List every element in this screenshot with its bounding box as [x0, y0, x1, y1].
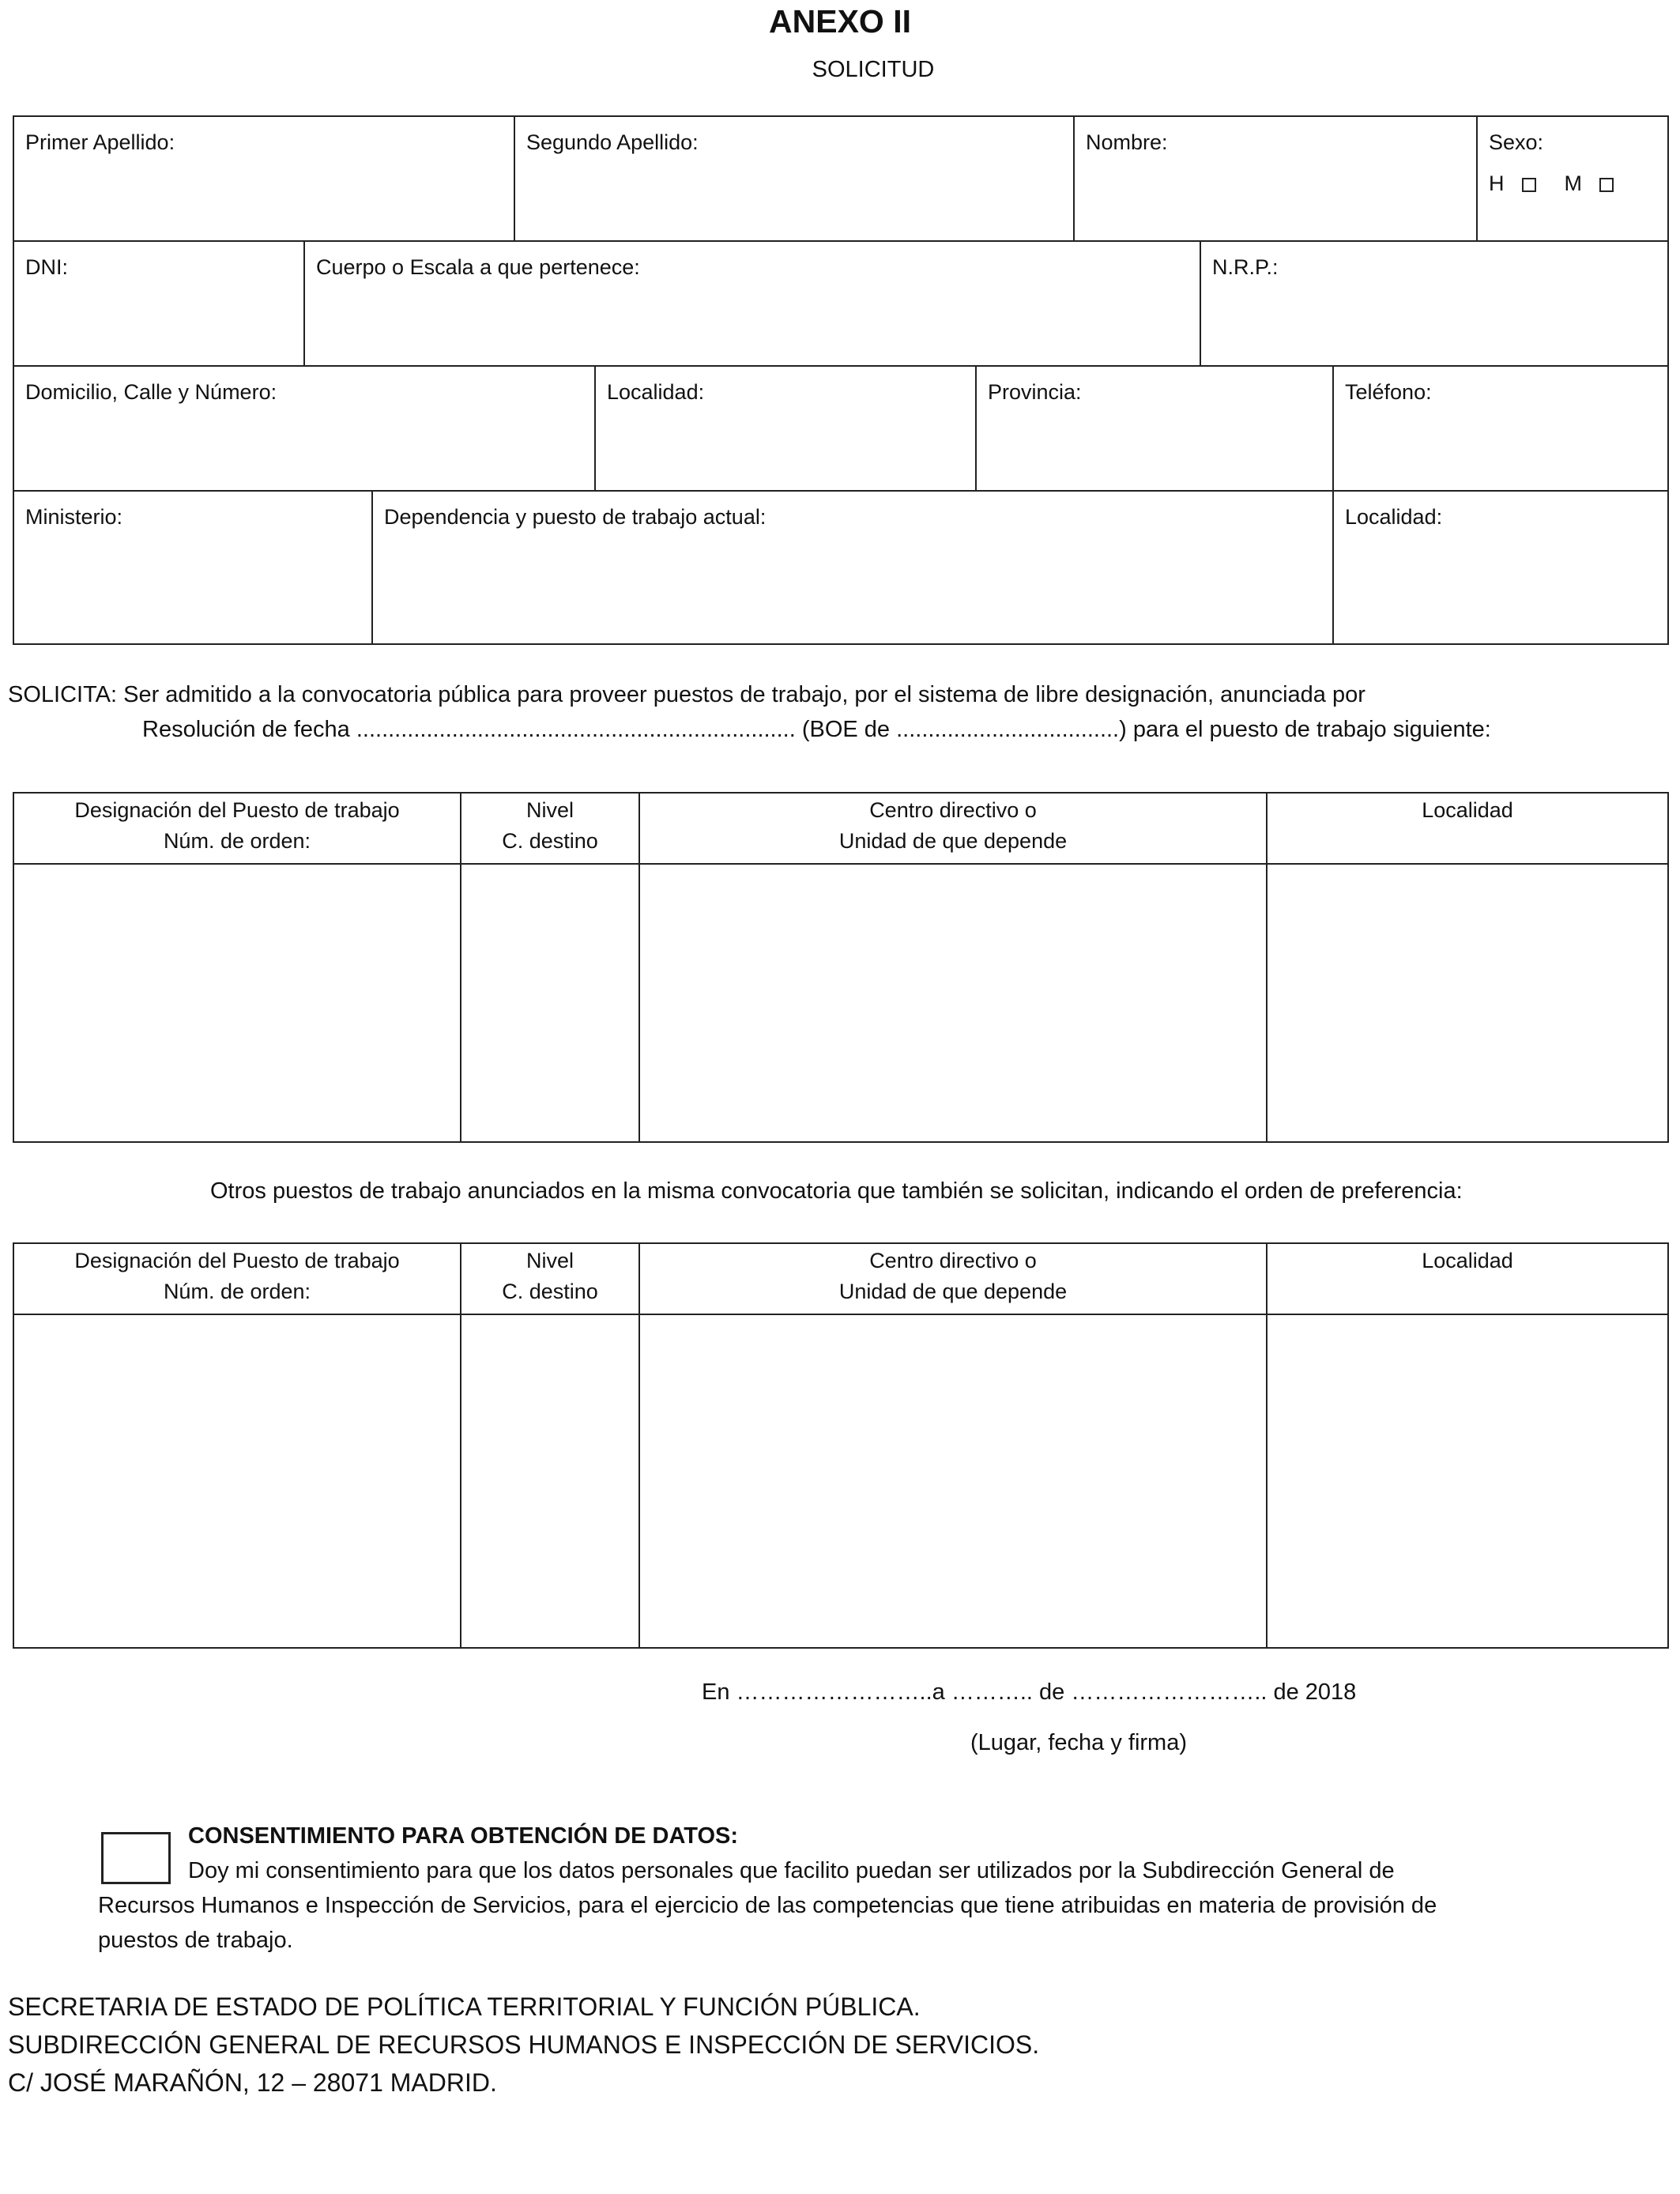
- label-primer-apellido: Primer Apellido:: [25, 130, 175, 154]
- field-segundo-apellido[interactable]: [515, 117, 1075, 240]
- col-designacion: [14, 1244, 461, 1314]
- cell-localidad[interactable]: [1268, 1315, 1667, 1647]
- label-nrp: N.R.P.:: [1212, 255, 1279, 279]
- field-cuerpo-escala[interactable]: [305, 242, 1201, 365]
- col-nivel: [461, 1244, 640, 1314]
- grid-row-domicilio: [14, 367, 1667, 492]
- col-nivel-line1: Nivel: [525, 1249, 574, 1272]
- cell-designacion[interactable]: [14, 865, 461, 1141]
- label-sexo-m: M: [1564, 172, 1582, 195]
- field-localidad-actual[interactable]: [1334, 492, 1667, 643]
- cell-nivel[interactable]: [461, 1315, 640, 1647]
- col-nivel-line2: C. destino: [502, 829, 598, 853]
- cell-centro[interactable]: [640, 865, 1268, 1141]
- col-nivel-line2: C. destino: [502, 1280, 598, 1303]
- sexo-options: [1489, 171, 1656, 196]
- grid-row-names: [14, 117, 1667, 242]
- label-dependencia: Dependencia y puesto de trabajo actual:: [384, 505, 767, 529]
- grid-row-dni: [14, 242, 1667, 367]
- field-provincia[interactable]: [977, 367, 1334, 490]
- puesto-table-header: [14, 794, 1667, 865]
- grid-row-ministerio: [14, 492, 1667, 643]
- label-sexo-h: H: [1489, 172, 1505, 195]
- label-domicilio: Domicilio, Calle y Número:: [25, 380, 277, 404]
- label-ministerio: Ministerio:: [25, 505, 123, 529]
- field-dni[interactable]: [14, 242, 305, 365]
- label-nombre: Nombre:: [1086, 130, 1168, 154]
- checkbox-sexo-h[interactable]: [1522, 178, 1536, 192]
- field-primer-apellido[interactable]: [14, 117, 515, 240]
- signature-caption: (Lugar, fecha y firma): [970, 1730, 1187, 1755]
- footer-line-1: SECRETARIA DE ESTADO DE POLÍTICA TERRITORIAL Y FUNCIÓN PÚBLICA.: [8, 1992, 921, 2021]
- col-centro: [640, 794, 1268, 863]
- col-nivel-line1: Nivel: [525, 798, 574, 822]
- label-localidad-domicilio: Localidad:: [607, 380, 705, 404]
- col-nivel: [461, 794, 640, 863]
- signature-date-line: En ……………………..a ……….. de …………………….. de 2018: [702, 1679, 1357, 1705]
- page-subtitle: SOLICITUD: [812, 57, 935, 82]
- cell-nivel[interactable]: [461, 865, 640, 1141]
- col-designacion: [14, 794, 461, 863]
- footer-line-3: C/ JOSÉ MARAÑÓN, 12 – 28071 MADRID.: [8, 2068, 497, 2097]
- personal-data-grid: [13, 115, 1669, 645]
- col-localidad-line1: Localidad: [1422, 798, 1513, 822]
- field-nombre[interactable]: [1075, 117, 1478, 240]
- col-designacion-line2: Núm. de orden:: [163, 829, 311, 853]
- otros-puestos-text: Otros puestos de trabajo anunciados en la misma convocatoria que también se solicitan, indicando el orden de preferencia:: [210, 1178, 1463, 1204]
- label-segundo-apellido: Segundo Apellido:: [526, 130, 699, 154]
- solicita-line-2: Resolución de fecha ..................................................................... (BOE de ...................................) para el puesto de trabajo siguiente:: [142, 717, 1491, 742]
- otros-puestos-table-body: [14, 1315, 1667, 1647]
- solicita-line-1: SOLICITA: Ser admitido a la convocatoria pública para proveer puestos de trabajo, por el sistema de libre designación, anunciada por: [8, 682, 1365, 707]
- col-centro: [640, 1244, 1268, 1314]
- consent-title: CONSENTIMIENTO PARA OBTENCIÓN DE DATOS:: [188, 1823, 739, 1849]
- label-provincia: Provincia:: [988, 380, 1082, 404]
- label-cuerpo-escala: Cuerpo o Escala a que pertenece:: [316, 255, 640, 279]
- field-domicilio[interactable]: [14, 367, 596, 490]
- col-designacion-line1: Designación del Puesto de trabajo: [74, 1249, 400, 1272]
- col-centro-line1: Centro directivo o: [869, 1249, 1037, 1272]
- col-localidad-line1: Localidad: [1422, 1249, 1513, 1272]
- otros-puestos-table: [13, 1242, 1669, 1649]
- checkbox-sexo-m[interactable]: [1599, 178, 1614, 192]
- field-localidad-domicilio[interactable]: [596, 367, 977, 490]
- footer-line-2: SUBDIRECCIÓN GENERAL DE RECURSOS HUMANOS E INSPECCIÓN DE SERVICIOS.: [8, 2030, 1040, 2059]
- field-dependencia[interactable]: [373, 492, 1334, 643]
- field-ministerio[interactable]: [14, 492, 373, 643]
- otros-puestos-table-header: [14, 1244, 1667, 1315]
- page-title: ANEXO II: [769, 3, 911, 40]
- field-sexo: [1478, 117, 1667, 240]
- consent-text-line-1: Doy mi consentimiento para que los datos personales que facilito puedan ser utilizados por la Subdirección General de: [188, 1858, 1395, 1883]
- label-localidad-actual: Localidad:: [1345, 505, 1443, 529]
- col-centro-line2: Unidad de que depende: [838, 1280, 1068, 1303]
- cell-localidad[interactable]: [1268, 865, 1667, 1141]
- puesto-table-body: [14, 865, 1667, 1141]
- label-sexo: Sexo:: [1489, 130, 1544, 154]
- consent-text-line-2: Recursos Humanos e Inspección de Servicios, para el ejercicio de las competencias que tiene atribuidas en materia de provisión de: [98, 1893, 1437, 1918]
- col-designacion-line1: Designación del Puesto de trabajo: [74, 798, 400, 822]
- label-dni: DNI:: [25, 255, 68, 279]
- col-centro-line2: Unidad de que depende: [838, 829, 1068, 853]
- label-telefono: Teléfono:: [1345, 380, 1432, 404]
- field-nrp[interactable]: [1201, 242, 1667, 365]
- col-localidad: [1268, 1244, 1667, 1314]
- consent-checkbox[interactable]: [101, 1832, 171, 1884]
- cell-designacion[interactable]: [14, 1315, 461, 1647]
- col-localidad: [1268, 794, 1667, 863]
- consent-text-line-3: puestos de trabajo.: [98, 1928, 293, 1953]
- cell-centro[interactable]: [640, 1315, 1268, 1647]
- col-designacion-line2: Núm. de orden:: [163, 1280, 311, 1303]
- field-telefono[interactable]: [1334, 367, 1667, 490]
- puesto-table: [13, 792, 1669, 1143]
- col-centro-line1: Centro directivo o: [869, 798, 1037, 822]
